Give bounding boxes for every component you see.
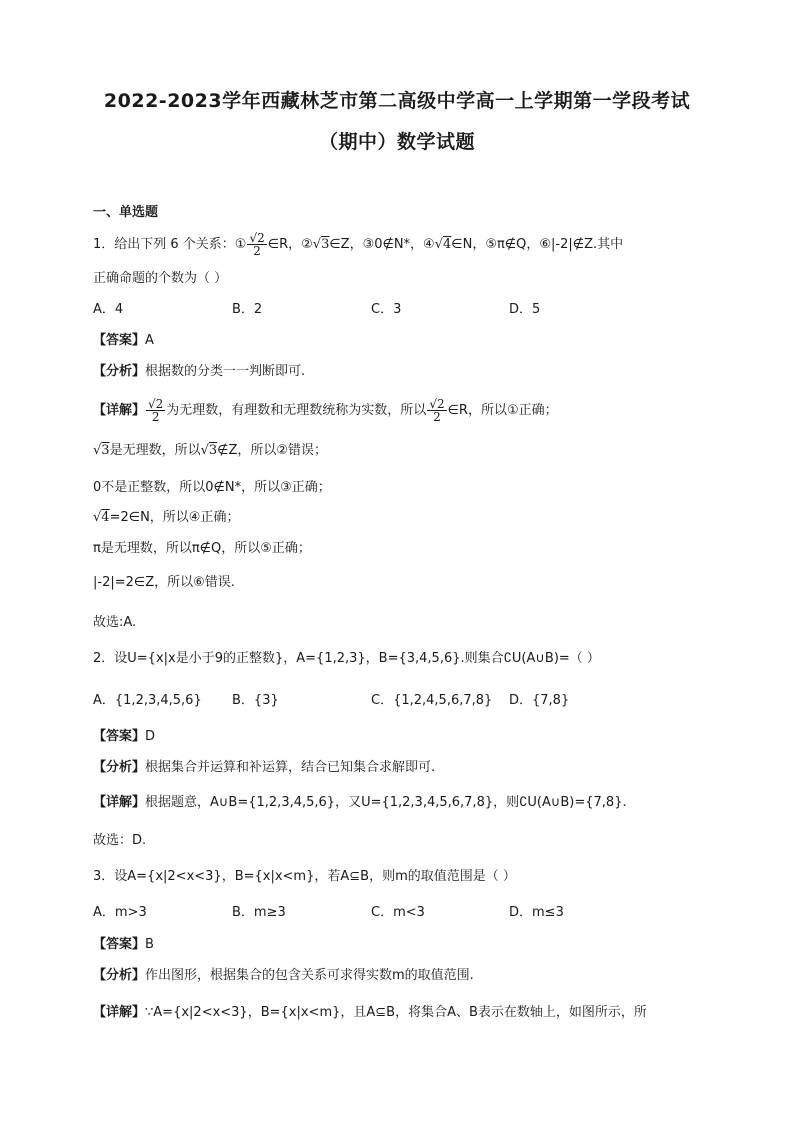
q2-option-a: A．{1,2,3,4,5,6} (93, 693, 202, 708)
detail-text: ∉Z，所以②错误； (217, 443, 328, 458)
fraction-numerator: √2 (148, 397, 164, 411)
q2-conclusion: 故选：D. (93, 833, 147, 848)
q3-stem: 3．设A={x|2<x<3}，B={x|x<m}，若A⊆B，则m的取值范围是（ ） (93, 869, 516, 884)
analysis-tag: 【分析】 (93, 760, 146, 775)
fraction-numerator: √2 (429, 397, 445, 411)
sqrt-expression (435, 237, 452, 252)
answer-tag: 【答案】 (93, 937, 146, 952)
q3-answer (93, 934, 713, 956)
q1-detail-line3: 0不是正整数，所以0∉N*，所以③正确； (93, 480, 331, 495)
fraction-denominator: 2 (151, 410, 160, 424)
sqrt-expression (93, 443, 110, 458)
document-title-line2: （期中）数学试题 (318, 131, 475, 153)
detail-text: =2∈N，所以④正确； (109, 510, 240, 525)
sqrt-radicand: 3 (208, 443, 218, 458)
q2-detail (93, 792, 713, 814)
sqrt-sign: √ (200, 443, 209, 458)
answer-value: B (145, 937, 154, 952)
analysis-tag: 【分析】 (93, 364, 146, 379)
sqrt-radicand: 4 (101, 510, 110, 525)
q2-option-d: D．{7,8} (509, 693, 570, 708)
q1-stem (93, 232, 713, 257)
q1-stem-line2: 正确命题的个数为（ ） (93, 271, 228, 286)
q3-option-d: D．m≤3 (509, 905, 564, 920)
q1-detail-line6: |-2|=2∈Z，所以⑥错误. (93, 575, 235, 590)
q2-option-c: C．{1,2,4,5,6,7,8} (371, 693, 493, 708)
q3-analysis (93, 965, 713, 987)
q1-detail-line5: π是无理数，所以π∉Q，所以⑤正确； (93, 541, 311, 556)
q1-answer (93, 330, 713, 352)
sqrt-sign: √ (434, 237, 443, 252)
q1-analysis (93, 361, 713, 383)
q1-stem-part: ∈N，⑤π∉Q，⑥|-2|∉Z.其中 (451, 237, 624, 252)
sqrt-sign: √ (93, 443, 102, 458)
q3-option-a: A．m>3 (93, 905, 147, 920)
answer-tag: 【答案】 (93, 333, 146, 348)
sqrt-expression (93, 510, 110, 525)
detail-text: 根据题意，A∪B={1,2,3,4,5,6}，又U={1,2,3,4,5,6,7,8}，则∁U(A∪B)={7,8}. (145, 795, 627, 810)
fraction (427, 398, 446, 423)
analysis-text: 根据数的分类一一判断即可. (145, 364, 306, 379)
sqrt-expression (201, 443, 218, 458)
document-title-line1: 2022-2023学年西藏林芝市第二高级中学高一上学期第一学段考试 (103, 90, 691, 112)
q1-stem-part: ∈R，② (267, 237, 313, 252)
q2-option-b: B．{3} (232, 693, 279, 708)
q3-option-c: C．m<3 (371, 905, 425, 920)
q3-option-b: B．m≥3 (232, 905, 286, 920)
detail-text: 为无理数，有理数和无理数统称为实数，所以 (166, 403, 427, 418)
q1-detail-line1 (93, 398, 713, 423)
detail-text: 是无理数，所以 (109, 443, 201, 458)
q1-option-d: D．5 (509, 302, 541, 317)
answer-tag: 【答案】 (93, 729, 146, 744)
answer-value: D (145, 729, 156, 744)
q1-option-a: A．4 (93, 302, 124, 317)
analysis-text: 根据集合并运算和补运算，结合已知集合求解即可. (145, 760, 436, 775)
q1-conclusion: 故选:A. (93, 615, 137, 630)
detail-text: ∈R，所以①正确； (447, 403, 558, 418)
q1-option-c: C．3 (371, 302, 402, 317)
sqrt-radicand: 3 (101, 443, 110, 458)
detail-tag: 【详解】 (93, 1005, 146, 1020)
sqrt-sign: √ (312, 237, 322, 252)
q2-answer (93, 726, 713, 748)
answer-value: A (145, 333, 154, 348)
sqrt-radicand: 3 (321, 237, 330, 252)
analysis-tag: 【分析】 (93, 968, 146, 983)
q1-stem-part: 1．给出下列 6 个关系：① (93, 237, 247, 252)
fraction (247, 232, 266, 257)
sqrt-radicand: 4 (443, 237, 452, 252)
detail-tag: 【详解】 (93, 795, 146, 810)
fraction-denominator: 2 (253, 244, 261, 258)
fraction-numerator: √2 (249, 231, 265, 245)
detail-text: ∵A={x|2<x<3}，B={x|x<m}，且A⊆B，将集合A、B表示在数轴上，如图所示，所 (145, 1005, 647, 1020)
analysis-text: 作出图形，根据集合的包含关系可求得实数m的取值范围. (145, 968, 474, 983)
sqrt-expression (313, 237, 330, 252)
detail-tag: 【详解】 (93, 403, 146, 418)
q3-detail (93, 1002, 713, 1024)
section-heading: 一、单选题 (93, 205, 159, 220)
q1-detail-line2 (93, 440, 713, 462)
q2-analysis (93, 757, 713, 779)
fraction-denominator: 2 (433, 410, 441, 424)
q1-stem-part: ∈Z，③0∉N*，④ (329, 237, 435, 252)
fraction (146, 398, 165, 423)
q1-detail-line4 (93, 507, 713, 529)
q2-stem: 2．设U={x|x是小于9的正整数}，A={1,2,3}，B={3,4,5,6}.则集合∁U(A∪B)=（ ） (93, 651, 600, 666)
sqrt-sign: √ (93, 510, 102, 525)
q1-option-b: B．2 (232, 302, 263, 317)
